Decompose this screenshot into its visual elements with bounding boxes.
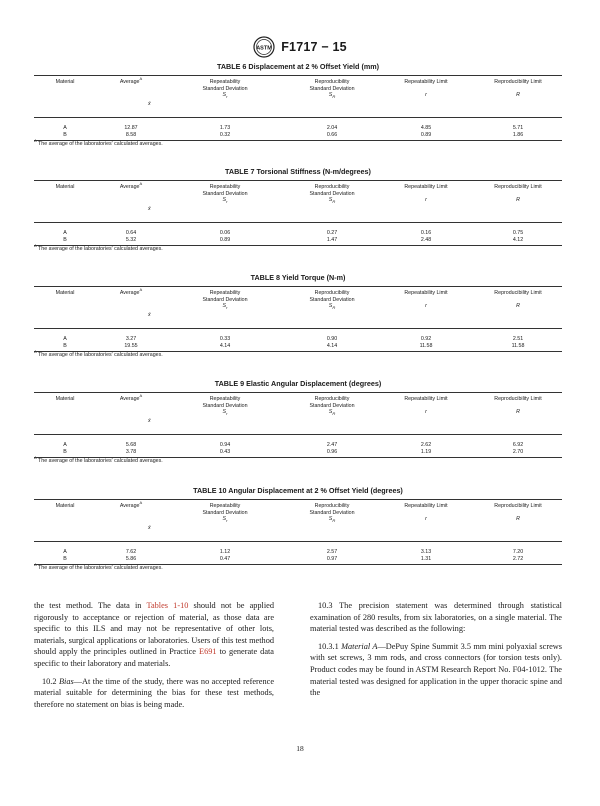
col-repro-limit: Reproducibility Limit R <box>494 396 542 415</box>
col-rep-sd: Repeatability Standard Deviation $S_r$ <box>202 79 248 100</box>
table-cell: 1.73 <box>219 125 231 131</box>
table-cell: A <box>63 230 67 236</box>
table-title: TABLE 10 Angular Displacement at 2 % Offset Yield (degrees) <box>193 486 403 495</box>
table-cell: 0.90 <box>326 336 338 342</box>
table-cell: 0.97 <box>326 555 338 562</box>
col-repro-limit: Reproducibility Limit R <box>494 184 542 203</box>
xbar-symbol: x̄ <box>148 418 151 424</box>
table-cell: 7.20 <box>512 549 524 555</box>
table-cell: 0.43 <box>219 448 231 455</box>
col-repro-sd: Reproducibility Standard Deviation $S_R$ <box>309 503 355 524</box>
document-designation: F1717 − 15 <box>281 40 347 54</box>
table-cell: 2.72 <box>512 555 524 562</box>
col-repro-sd: Reproducibility Standard Deviation $S_R$ <box>309 396 355 417</box>
table-cell: 12.87 <box>124 125 138 131</box>
table-cell: 2.57 <box>326 549 338 555</box>
table-cell: 3.27 <box>125 336 137 342</box>
table-cell: 0.75 <box>512 230 524 236</box>
table-cell: 2.48 <box>420 236 432 243</box>
table-cell: 1.31 <box>420 555 432 562</box>
table-header <box>34 75 562 118</box>
table-cell: 2.47 <box>326 442 338 448</box>
col-material: Material <box>55 503 75 509</box>
table-title: TABLE 6 Displacement at 2 % Offset Yield (mm) <box>216 62 380 71</box>
data-table-8 <box>34 273 562 359</box>
col-average: Average$^A$ <box>119 76 143 85</box>
table-cell: B <box>63 448 67 455</box>
table-cell: 0.47 <box>219 555 231 562</box>
col-repro-limit: Reproducibility Limit R <box>494 290 542 309</box>
table-cell: 0.27 <box>326 230 338 236</box>
table-cell: B <box>63 131 67 138</box>
table-cell: 19.55 <box>124 342 138 349</box>
table-cell: 0.32 <box>219 131 231 138</box>
paragraph-material-a: 10.3.1 Material A—DePuy Spine Summit 3.5 mm mini polyaxial screws with set screws, 3 mm rods, and cross connectors (for torsion tests only). Product codes may be found in ASTM Research Report No. F04-1012. The material tested was designed for application in the upper thoracic spine and the <box>310 641 562 698</box>
table-title: TABLE 9 Elastic Angular Displacement (degrees) <box>214 379 382 388</box>
table-cell: 2.04 <box>326 125 338 131</box>
table-footnote: $^A$ The average of the laboratories' calculated averages. <box>34 138 163 147</box>
table-cell: 5.32 <box>125 236 137 243</box>
table-body <box>34 435 562 458</box>
table-cell: 0.89 <box>420 131 432 138</box>
table-cell: 11.58 <box>511 342 525 349</box>
table-cell: 0.66 <box>326 131 338 138</box>
col-material: Material <box>55 396 75 402</box>
col-average: Average$^A$ <box>119 287 143 296</box>
table-cell: 0.64 <box>125 230 137 236</box>
table-cell: 4.85 <box>420 125 432 131</box>
table-cell: A <box>63 336 67 342</box>
table-footnote: $^A$ The average of the laboratories' calculated averages. <box>34 455 163 464</box>
col-rep-limit: Repeatability Limit r <box>404 290 448 309</box>
xbar-symbol: x̄ <box>148 525 151 531</box>
table-cell: 0.94 <box>219 442 231 448</box>
table-footnote: $^A$ The average of the laboratories' calculated averages. <box>34 243 163 252</box>
astm-logo-icon <box>253 36 275 58</box>
col-rep-sd: Repeatability Standard Deviation $S_r$ <box>202 290 248 311</box>
col-rep-limit: Repeatability Limit r <box>404 396 448 415</box>
table-title: TABLE 7 Torsional Stiffness (N-m/degrees) <box>225 167 371 176</box>
table-cell: 3.78 <box>125 448 137 455</box>
col-repro-sd: Reproducibility Standard Deviation $S_R$ <box>309 184 355 205</box>
table-cell: 1.19 <box>420 448 432 455</box>
table-cell: 2.70 <box>512 448 524 455</box>
page-header <box>0 34 600 60</box>
paragraph-bias: 10.2 Bias—At the time of the study, there was no accepted reference material suitable for determining the bias for these test methods, therefore no statement on bias is being made. <box>34 676 274 709</box>
svg-text:ASTM: ASTM <box>256 45 272 52</box>
table-cell: 0.89 <box>219 236 231 243</box>
table-cell: 4.12 <box>512 236 524 243</box>
col-repro-sd: Reproducibility Standard Deviation $S_R$ <box>309 79 355 100</box>
table-header <box>34 286 562 329</box>
col-repro-limit: Reproducibility Limit R <box>494 79 542 98</box>
table-cell: 1.12 <box>219 549 231 555</box>
table-cell: 3.13 <box>420 549 432 555</box>
table-footnote: $^A$ The average of the laboratories' calculated averages. <box>34 562 163 571</box>
table-header <box>34 392 562 435</box>
col-rep-limit: Repeatability Limit r <box>404 79 448 98</box>
table-cell: 5.86 <box>125 555 137 562</box>
table-body <box>34 223 562 246</box>
xbar-symbol: x̄ <box>148 101 151 107</box>
col-average: Average$^A$ <box>119 181 143 190</box>
table-cell: 0.06 <box>219 230 231 236</box>
left-text-column <box>34 600 274 716</box>
table-cell: A <box>63 442 67 448</box>
table-header <box>34 180 562 223</box>
table-cell: 0.92 <box>420 336 432 342</box>
table-cell: 5.71 <box>512 125 524 131</box>
table-cell: 2.51 <box>512 336 524 342</box>
data-table-9 <box>34 379 562 465</box>
col-rep-sd: Repeatability Standard Deviation $S_r$ <box>202 396 248 417</box>
table-cell: 1.86 <box>512 131 524 138</box>
xbar-symbol: x̄ <box>148 206 151 212</box>
table-cell: B <box>63 555 67 562</box>
col-material: Material <box>55 290 75 296</box>
table-cell: A <box>63 549 67 555</box>
table-cell: 8.58 <box>125 131 137 138</box>
table-cell: B <box>63 236 67 243</box>
page-number: 18 <box>296 744 304 753</box>
table-title: TABLE 8 Yield Torque (N-m) <box>250 273 346 282</box>
col-average: Average$^A$ <box>119 500 143 509</box>
table-cell: 2.62 <box>420 442 432 448</box>
table-footnote: $^A$ The average of the laboratories' calculated averages. <box>34 349 163 358</box>
table-cell: A <box>63 125 67 131</box>
col-repro-sd: Reproducibility Standard Deviation $S_R$ <box>309 290 355 311</box>
paragraph: the test method. The data in Tables 1-10 should not be applied rigorously to acceptance or rejection of material, as those data are specific to this ILS and may not be representative of other lots, materials, surgical applications or laboratories. Users of this test method should apply the principles outlined in Practice E691 to generate data specific to their laboratory and materials. <box>34 601 274 668</box>
table-cell: 0.16 <box>420 230 432 236</box>
table-body <box>34 118 562 141</box>
col-material: Material <box>55 184 75 190</box>
table-body <box>34 542 562 565</box>
table-cell: 11.58 <box>419 342 433 349</box>
table-cell: 4.14 <box>326 342 338 349</box>
col-rep-sd: Repeatability Standard Deviation $S_r$ <box>202 503 248 524</box>
link-e691[interactable]: E691 <box>199 647 217 657</box>
col-rep-sd: Repeatability Standard Deviation $S_r$ <box>202 184 248 205</box>
col-average: Average$^A$ <box>119 393 143 402</box>
right-text-column <box>310 600 562 705</box>
data-table-7 <box>34 167 562 253</box>
col-material: Material <box>55 79 75 85</box>
data-table-6 <box>34 62 562 148</box>
col-rep-limit: Repeatability Limit r <box>404 503 448 522</box>
data-table-10 <box>34 486 562 572</box>
link-tables[interactable]: Tables 1-10 <box>146 601 189 610</box>
col-rep-limit: Repeatability Limit r <box>404 184 448 203</box>
table-cell: 7.62 <box>125 549 137 555</box>
xbar-symbol: x̄ <box>148 312 151 318</box>
table-cell: 4.14 <box>219 342 231 349</box>
table-cell: B <box>63 342 67 349</box>
table-cell: 1.47 <box>326 236 338 243</box>
table-cell: 0.33 <box>219 336 231 342</box>
table-cell: 6.92 <box>512 442 524 448</box>
table-cell: 0.96 <box>326 448 338 455</box>
table-header <box>34 499 562 542</box>
paragraph-precision: 10.3 The precision statement was determined through statistical examination of 280 results, from six laboratories, on a single material. The material tested was described as the following: <box>310 601 562 634</box>
table-body <box>34 329 562 352</box>
table-cell: 5.68 <box>125 442 137 448</box>
col-repro-limit: Reproducibility Limit R <box>494 503 542 522</box>
